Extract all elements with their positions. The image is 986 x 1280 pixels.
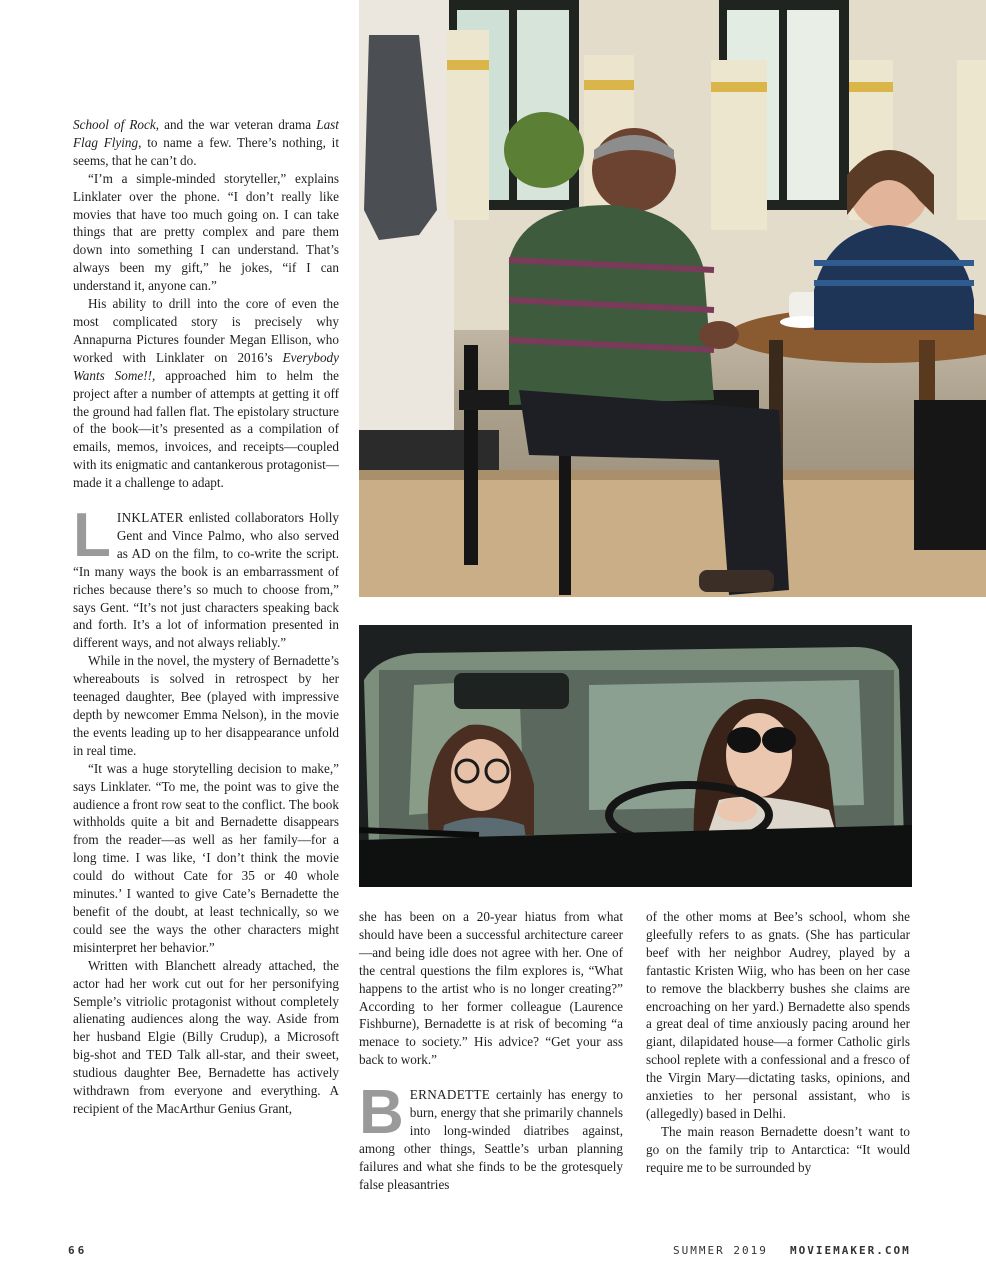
site-url: MOVIEMAKER.COM (790, 1244, 911, 1257)
drop-cap: B (359, 1078, 404, 1148)
article-column-1 (73, 116, 339, 1118)
paragraph-with-dropcap (359, 1078, 623, 1193)
text-span: His ability to drill into the core of even the most complicated story is precisely why Annapurna Pictures founder Megan Ellison, who worked with Linklater on 2016’s (73, 296, 339, 365)
article-column-2 (359, 908, 623, 1194)
film-title: School of Rock (73, 117, 156, 132)
paragraph: The main reason Bernadette doesn’t want to go on the family trip to Antarctica: “It would require me to be surrounded by (646, 1123, 910, 1175)
text-span: certainly has energy to burn, energy that she primarily channels into long-winded diatribes against, among other things, Seattle’s urban planning failures and what she finds to be the grotesquely false pleasantries (359, 1087, 623, 1192)
text-span: approached him to helm the project after a number of attempts at getting it off the ground had fallen flat. The epistolary structure of the book—it’s presented as a compilation of emails, memos, invoices, and receipts—coupled with its enigmatic and cantankerous protagonist—made it a challenge to adapt. (73, 367, 340, 491)
text-span: , to name a few. There’s nothing, it seems, that he can’t do. (73, 134, 339, 168)
paragraph: she has been on a 20-year hiatus from what should have been a successful architecture career—and being idle does not agree with her. One of the central questions the film explores is, “What happens to the artist who is no longer creating?” According to her former colleague (Laurence Fishburne), Bernadette is at risk of becoming “a menace to society.” His advice? “Get your ass back to work.” (359, 909, 623, 1068)
paragraph: Written with Blanchett already attached, the actor had her work cut out for her personifying Semple’s vitriolic protagonist without completely alienating audiences along the way. Aside from her husband Elgie (Billy Crudup), a Microsoft big-shot and TED Talk all-star, and their sweet, studious daughter Bee, Bernadette has actively withdrawn from everyone and everything. A recipient of the MacArthur Genius Grant, (73, 957, 339, 1116)
car-scene-illustration (359, 625, 912, 887)
paragraph: “It was a huge storytelling decision to make,” says Linklater. “To me, the point was to give the audience a front row seat to the conflict. The book withholds quite a bit and Bernadette disappears from the reader—as well as her family—for a long time. I was like, ‘I don’t think the movie could do without Cate for 35 or 40 whole minutes.’ I wanted to give Cate’s Bernadette the benefit of the doubt, at least technically, so we could see the ways the other characters might misinterpret her behavior.” (73, 760, 339, 955)
article-column-3 (646, 908, 910, 1177)
paragraph: of the other moms at Bee’s school, whom she gleefully refers to as gnats. (She has particular beef with her neighbor Audrey, played by a fantastic Kristen Wiig, who has been on her case to remove the blackberry bushes she claims are encroaching on her yard.) Bernadette also spends a great deal of time anxiously pacing around her giant, dilapidated house—a former Catholic girls school replete with a confessional and a fresco of the Virgin Mary—dictating tasks, opinions, and anxieties to her personal assistant, who is (allegedly) based in Delhi. (646, 909, 910, 1121)
text-span: , and the war veteran drama (155, 117, 317, 132)
page-number: 66 (68, 1244, 88, 1257)
lead-in-caps: INKLATER (116, 510, 184, 526)
restaurant-scene-illustration (359, 0, 986, 597)
issue-label: SUMMER 2019 (673, 1244, 768, 1257)
restaurant-scene-photo (359, 0, 986, 597)
drop-cap: L (73, 501, 111, 571)
paragraph-with-dropcap (73, 501, 339, 652)
film-title: Everybody Wants Some!!, (73, 349, 339, 383)
paragraph (73, 295, 339, 492)
paragraph: While in the novel, the mystery of Bernadette’s whereabouts is solved in retrospect by her teenaged daughter, Bee (played with impressive depth by newcomer Emma Nelson), in the movie the events leading up to her disappearance unfold in real time. (73, 653, 339, 758)
paragraph (73, 116, 339, 170)
text-span: enlisted collaborators Holly Gent and Vince Palmo, who also served as AD on the film, to co-write the script. “In many ways the book is an embarrassment of riches because there’s so much to choose from,” says Gent. “It’s not just characters speaking back and forth. It’s a lot of information presented in different ways, and not always reliably.” (73, 510, 339, 651)
lead-in-caps: ERNADETTE (409, 1087, 491, 1103)
car-scene-photo (359, 625, 912, 887)
film-title: Last Flag Flying (73, 117, 339, 150)
paragraph: “I’m a simple-minded storyteller,” explains Linklater over the phone. “I don’t really like movies that have too much going on. I can take things that are pretty complex and pare them down into something I can understand. That’s always been my gift,” he jokes, “if I can understand it, anyone can.” (73, 170, 339, 294)
